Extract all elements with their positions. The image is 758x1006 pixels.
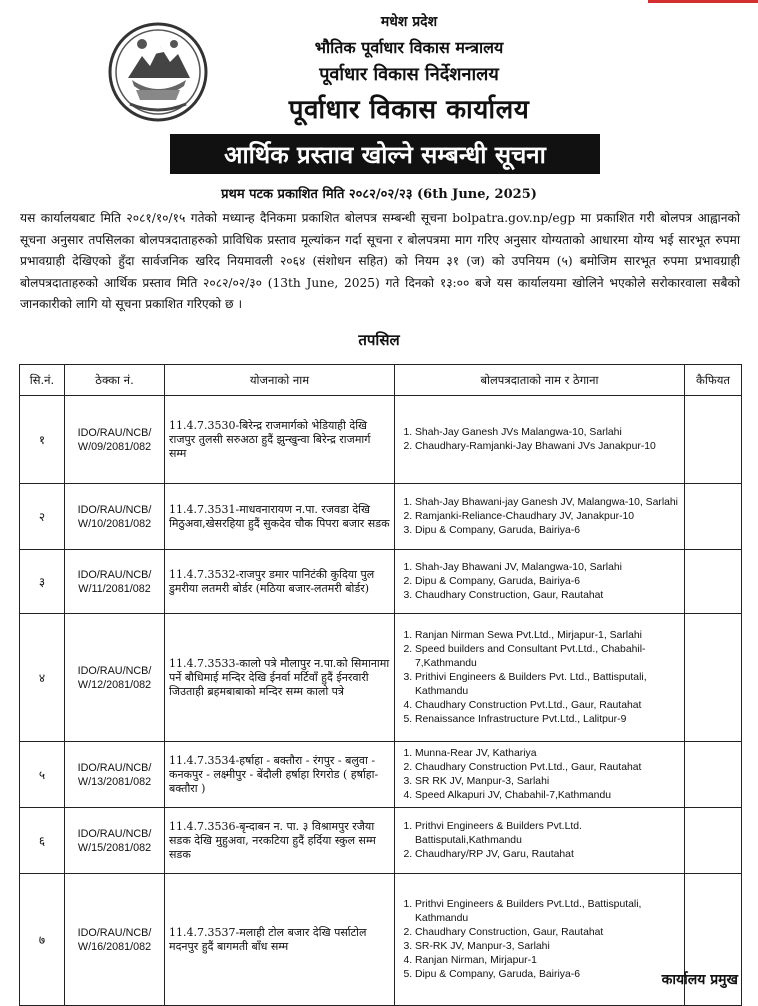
cell-remarks <box>685 484 742 550</box>
bidder-item: 2. Ramjanki-Reliance-Chaudhary JV, Janakpur-10 <box>415 510 680 524</box>
cell-remarks <box>685 396 742 484</box>
directorate-name: पूर्वाधार विकास निर्देशनालय <box>319 64 499 85</box>
cell-bidders <box>395 484 685 550</box>
cell-remarks <box>685 808 742 874</box>
bidder-item: 4. Ranjan Nirman, Mirjapur-1 <box>415 954 680 968</box>
bidder-item: 2. Speed builders and Consultant Pvt.Ltd., Chabahil-7,Kathmandu <box>415 643 680 671</box>
cell-contract: IDO/RAU/NCB/ W/12/2081/082 <box>65 614 165 742</box>
cell-contract: IDO/RAU/NCB/ W/11/2081/082 <box>65 550 165 614</box>
cell-bidders <box>395 396 685 484</box>
province-name: मधेश प्रदेश <box>380 14 438 30</box>
col-header-contract: ठेक्का नं. <box>65 365 165 396</box>
office-name: पूर्वाधार विकास कार्यालय <box>288 95 530 125</box>
cell-project: 11.4.7.3532-राजपुर डमार पानिटंकी कुदिया पुल डुमरीया लतमरी बोर्डर (मठिया बजार-लतमरी बोर्डर) <box>165 550 395 614</box>
cell-project: 11.4.7.3531-माधवनारायण न.पा. रजवडा देखि मिठुअवा,खेसरहिया हुदैं सुकदेव चौक पिपरा बजार सडक <box>165 484 395 550</box>
published-date: प्रथम पटक प्रकाशित मिति २०८२/०२/२३ (6th June, 2025) <box>221 187 537 202</box>
cell-sn: ५ <box>20 742 65 808</box>
table-row <box>20 614 742 742</box>
col-header-project: योजनाको नाम <box>165 365 395 396</box>
notice-body: यस कार्यालयबाट मिति २०८१/१०/१५ गतेको मध्यान्ह दैनिकमा प्रकाशित बोलपत्र सम्बन्धी सूचना bolpatra.gov.np/egp मा प्रकाशित गरी बोलपत्र आह्वानको सूचना अनुसार तपसिलका बोलपत्रदाताहरुको प्राविधिक प्रस्ताव मूल्यांकन गर्दा सूचना र बोलपत्रमा माग गरिए अनुसार योग्यताको आधारमा योग्य भई सारभूत रुपमा प्रभावग्राही देखिएको हुँदा सार्वजनिक खरिद नियमावली २०६४ (संशोधन सहित) को नियम ३१ (ज) को उपनियम (५) बमोजिम सारभूत रुपमा प्रभावग्राही बोलपत्रदाताहरुको आर्थिक प्रस्ताव मिति २०८२/०२/३० (13th June, 2025) गते दिनको १३:०० बजे यस कार्यालयमा खोलिने भएकोले सरोकारवाला सबैको जानकारीको लागि यो सूचना प्रकाशित गरिएको छ । <box>20 211 740 311</box>
cell-sn: ६ <box>20 808 65 874</box>
ministry-name: भौतिक पूर्वाधार विकास मन्त्रालय <box>314 38 504 57</box>
bidder-item: 2. Chaudhary-Ramjanki-Jay Bhawani JVs Janakpur-10 <box>415 440 680 454</box>
cell-bidders <box>395 614 685 742</box>
cell-project: 11.4.7.3534-हर्षाहा - बक्तौरा - रंगपुर - बलुवा - कनकपुर - लक्ष्मीपुर - बेंदौली हर्षाहा रिगरोड ( हर्षाहा-बक्तौरा ) <box>165 742 395 808</box>
bidder-item: 1. Shah-Jay Bhawani-jay Ganesh JV, Malangwa-10, Sarlahi <box>415 496 680 510</box>
table-row <box>20 396 742 484</box>
cell-project: 11.4.7.3533-कालो पत्रे मौलापुर न.पा.को सिमानामा पर्ने बौधिमाई मन्दिर देखि ईनर्वा मर्टिवाँ हुदैं ईनरवारी जिउताही ब्रहमबाबाको मन्दिर सम्म कालो पत्रे <box>165 614 395 742</box>
bidders-table <box>19 364 742 1006</box>
bidder-item: 3. SR-RK JV, Manpur-3, Sarlahi <box>415 940 680 954</box>
cell-contract: IDO/RAU/NCB/ W/16/2081/082 <box>65 874 165 1006</box>
table-header-row <box>20 365 742 396</box>
top-accent-bar <box>0 0 758 4</box>
bidder-item: 3. Dipu & Company, Garuda, Bairiya-6 <box>415 524 680 538</box>
table-row <box>20 742 742 808</box>
bidder-item: 1. Prithvi Engineers & Builders Pvt.Ltd., Battisputali, Kathmandu <box>415 898 680 926</box>
cell-bidders <box>395 808 685 874</box>
cell-bidders <box>395 742 685 808</box>
cell-contract: IDO/RAU/NCB/ W/15/2081/082 <box>65 808 165 874</box>
signature-label: कार्यालय प्रमुख <box>661 972 738 988</box>
cell-bidders <box>395 874 685 1006</box>
bidder-item: 3. Chaudhary Construction, Gaur, Rautahat <box>415 589 680 603</box>
bidder-item: 1. Prithvi Engineers & Builders Pvt.Ltd. Battisputali,Kathmandu <box>415 820 680 848</box>
cell-contract: IDO/RAU/NCB/ W/13/2081/082 <box>65 742 165 808</box>
table-row <box>20 484 742 550</box>
cell-project: 11.4.7.3530-बिरेन्द्र राजमार्गको भेडियाही देखि राजपुर तुलसी सरुअठा हुदैं झुन्खुन्वा बिरेन्द्र राजमार्ग सम्म <box>165 396 395 484</box>
cell-contract: IDO/RAU/NCB/ W/09/2081/082 <box>65 396 165 484</box>
bidder-item: 3. SR RK JV, Manpur-3, Sarlahi <box>415 775 680 789</box>
bidder-item: 2. Dipu & Company, Garuda, Bairiya-6 <box>415 575 680 589</box>
cell-sn: ३ <box>20 550 65 614</box>
cell-remarks <box>685 614 742 742</box>
bidder-item: 1. Shah-Jay Bhawani JV, Malangwa-10, Sarlahi <box>415 561 680 575</box>
cell-project: 11.4.7.3537-मलाही टोल बजार देखि पर्साटोल मदनपुर हुदैं बागमती बाँध सम्म <box>165 874 395 1006</box>
bidder-item: 1. Munna-Rear JV, Kathariya <box>415 747 680 761</box>
bidder-item: 5. Renaissance Infrastructure Pvt.Ltd., Lalitpur-9 <box>415 713 680 727</box>
bidder-item: 2. Chaudhary Construction, Gaur, Rautahat <box>415 926 680 940</box>
cell-remarks <box>685 550 742 614</box>
cell-contract: IDO/RAU/NCB/ W/10/2081/082 <box>65 484 165 550</box>
col-header-bidders: बोलपत्रदाताको नाम र ठेगाना <box>395 365 685 396</box>
bidder-item: 2. Chaudhary Construction Pvt.Ltd., Gaur, Rautahat <box>415 761 680 775</box>
table-row <box>20 874 742 1006</box>
table-row <box>20 808 742 874</box>
bidder-item: 5. Dipu & Company, Garuda, Bairiya-6 <box>415 968 680 982</box>
bidder-item: 4. Chaudhary Construction Pvt.Ltd., Gaur, Rautahat <box>415 699 680 713</box>
cell-sn: २ <box>20 484 65 550</box>
cell-bidders <box>395 550 685 614</box>
bidder-item: 1. Ranjan Nirman Sewa Pvt.Ltd., Mirjapur-1, Sarlahi <box>415 629 680 643</box>
bidder-item: 3. Prithivi Engineers & Builders Pvt. Ltd., Battisputali, Kathmandu <box>415 671 680 699</box>
cell-sn: १ <box>20 396 65 484</box>
section-title: तपसिल <box>358 331 400 349</box>
bidder-item: 4. Speed Alkapuri JV, Chabahil-7,Kathmandu <box>415 789 680 803</box>
col-header-sn: सि.नं. <box>20 365 65 396</box>
table-row <box>20 550 742 614</box>
bidder-item: 1. Shah-Jay Ganesh JVs Malangwa-10, Sarlahi <box>415 426 680 440</box>
cell-remarks <box>685 742 742 808</box>
cell-sn: ७ <box>20 874 65 1006</box>
notice-title: आर्थिक प्रस्ताव खोल्ने सम्बन्धी सूचना <box>170 134 600 174</box>
cell-project: 11.4.7.3536-बृन्दाबन न. पा. ३ विश्रामपुर रजैया सडक देखि मुहुअवा, नरकटिया हुदैं हर्दिया स्कुल सम्म सडक <box>165 808 395 874</box>
col-header-remarks: कैफियत <box>685 365 742 396</box>
bidder-item: 2. Chaudhary/RP JV, Garu, Rautahat <box>415 848 680 862</box>
cell-sn: ४ <box>20 614 65 742</box>
